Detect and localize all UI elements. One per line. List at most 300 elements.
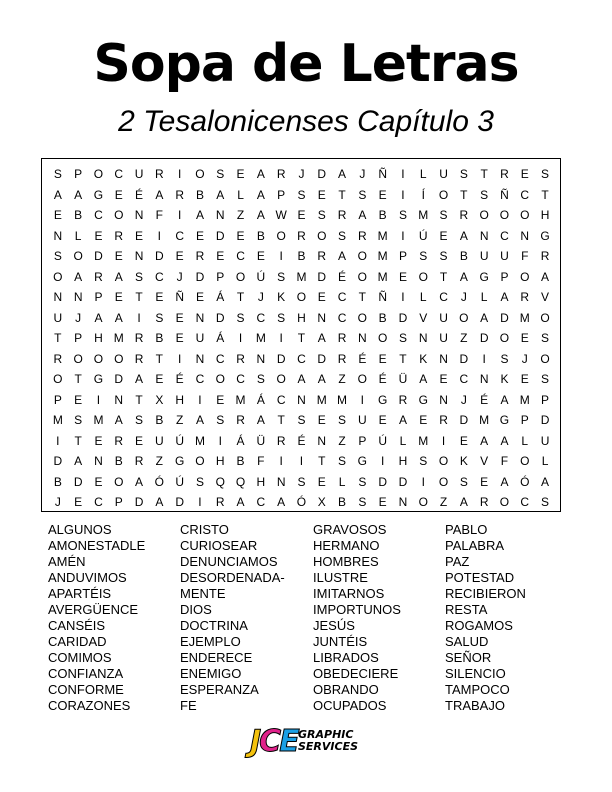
word-list-item: IMITARNOS <box>313 586 385 601</box>
grid-letter: O <box>459 310 469 325</box>
grid-letter: Ú <box>175 474 185 489</box>
grid-letter: O <box>73 351 84 366</box>
word-list-item: RESTA <box>445 602 488 617</box>
grid-letter: O <box>540 351 550 366</box>
grid-letter: E <box>317 290 327 304</box>
grid-letter: E <box>439 372 448 386</box>
logo-letter-e: E <box>279 724 298 759</box>
grid-letter: O <box>520 454 530 468</box>
grid-letter: U <box>155 433 164 448</box>
grid-letter: K <box>419 351 428 366</box>
grid-letter: E <box>317 187 327 202</box>
grid-letter: Z <box>460 331 468 345</box>
word-list-item: RECIBIERON <box>445 586 526 601</box>
grid-letter: S <box>53 249 63 263</box>
grid-letter: A <box>338 167 347 181</box>
grid-letter: A <box>541 474 550 489</box>
grid-letter: S <box>338 413 347 427</box>
letter-grid <box>41 158 561 512</box>
grid-letter: M <box>113 331 125 345</box>
grid-letter: É <box>175 372 184 386</box>
grid-letter: I <box>137 310 141 325</box>
grid-letter: T <box>74 433 83 448</box>
grid-letter: N <box>439 392 449 407</box>
grid-letter: D <box>53 454 63 468</box>
grid-letter: S <box>297 187 306 202</box>
grid-letter: M <box>194 433 206 448</box>
grid-letter: S <box>155 310 164 325</box>
grid-letter: B <box>338 495 347 509</box>
grid-letter: B <box>378 310 387 325</box>
grid-letter: É <box>297 433 306 448</box>
grid-letter: I <box>279 331 284 345</box>
grid-letter: P <box>53 392 63 407</box>
grid-letter: R <box>236 413 246 427</box>
grid-letter: E <box>135 433 144 448</box>
grid-letter: N <box>479 228 489 243</box>
grid-letter: A <box>256 208 266 222</box>
word-list-item: SEÑOR <box>445 650 492 665</box>
logo-letter-c: C <box>259 724 280 759</box>
grid-letter: A <box>53 187 63 202</box>
grid-letter: I <box>56 433 60 448</box>
grid-letter: B <box>297 249 306 263</box>
grid-letter: O <box>53 372 63 386</box>
grid-letter: E <box>216 249 225 263</box>
grid-letter: V <box>541 290 550 304</box>
grid-letter: D <box>378 474 388 489</box>
grid-letter: A <box>236 495 245 509</box>
grid-letter: E <box>175 310 184 325</box>
grid-letter: G <box>540 228 550 243</box>
grid-letter: T <box>338 187 346 202</box>
grid-letter: T <box>541 187 549 202</box>
grid-row <box>42 472 560 493</box>
grid-letter: S <box>236 310 245 325</box>
grid-letter: N <box>114 392 124 407</box>
grid-letter: V <box>419 310 428 325</box>
grid-letter: H <box>94 331 104 345</box>
grid-letter: R <box>337 331 347 345</box>
grid-letter: R <box>195 249 205 263</box>
grid-letter: E <box>94 433 103 448</box>
grid-letter: A <box>114 269 124 284</box>
grid-letter: Á <box>256 392 266 407</box>
grid-letter: P <box>216 269 225 284</box>
grid-letter: W <box>275 208 288 222</box>
grid-letter: I <box>279 454 284 468</box>
logo-text <box>298 729 358 753</box>
grid-letter: R <box>155 167 164 181</box>
grid-letter: G <box>93 187 104 202</box>
grid-letter: L <box>480 290 488 304</box>
grid-row <box>42 164 560 185</box>
grid-letter: F <box>500 454 509 468</box>
grid-letter: T <box>297 331 306 345</box>
grid-letter: O <box>499 495 510 509</box>
grid-letter: S <box>541 372 550 386</box>
grid-letter: Ñ <box>500 187 510 202</box>
grid-letter: R <box>134 331 144 345</box>
grid-letter: D <box>276 351 286 366</box>
grid-letter: O <box>438 474 449 489</box>
grid-letter: E <box>114 249 124 263</box>
grid-letter: E <box>74 392 83 407</box>
grid-letter: I <box>401 290 405 304</box>
grid-letter: P <box>277 187 286 202</box>
grid-letter: N <box>358 331 367 345</box>
grid-letter: N <box>256 351 266 366</box>
grid-letter: I <box>401 228 405 243</box>
grid-letter: S <box>459 167 469 181</box>
grid-letter: O <box>114 351 124 366</box>
grid-letter: D <box>398 474 408 489</box>
grid-letter: S <box>74 413 83 427</box>
grid-letter: O <box>114 208 124 222</box>
grid-letter: D <box>459 413 469 427</box>
grid-letter: A <box>195 413 205 427</box>
grid-letter: Á <box>216 290 225 304</box>
grid-letter: A <box>256 187 266 202</box>
grid-letter: C <box>276 392 286 407</box>
grid-letter: J <box>75 310 82 325</box>
word-list-item: DIOS <box>180 602 212 617</box>
grid-row <box>42 226 560 247</box>
grid-letter: A <box>155 187 164 202</box>
grid-letter: M <box>52 413 64 427</box>
grid-letter: D <box>317 167 327 181</box>
grid-letter: O <box>114 474 124 489</box>
grid-letter: I <box>380 454 385 468</box>
grid-letter: A <box>541 269 550 284</box>
grid-row <box>42 328 560 349</box>
grid-letter: O <box>195 167 205 181</box>
grid-letter: C <box>215 351 225 366</box>
grid-letter: I <box>177 351 182 366</box>
grid-letter: J <box>298 167 305 181</box>
grid-letter: R <box>337 351 347 366</box>
grid-letter: S <box>216 413 225 427</box>
grid-letter: T <box>439 269 448 284</box>
grid-letter: Ó <box>296 495 307 509</box>
grid-row <box>42 287 560 308</box>
grid-letter: Z <box>338 433 346 448</box>
grid-letter: P <box>398 249 408 263</box>
word-list-item: DOCTRINA <box>180 618 248 633</box>
grid-letter: N <box>73 290 83 304</box>
grid-letter: O <box>438 454 449 468</box>
grid-letter: S <box>398 331 408 345</box>
grid-letter: B <box>256 228 266 243</box>
grid-letter: H <box>297 310 307 325</box>
grid-letter: É <box>358 351 367 366</box>
grid-letter: A <box>297 372 306 386</box>
grid-letter: Q <box>215 474 226 489</box>
grid-letter: N <box>520 228 530 243</box>
grid-letter: A <box>480 433 489 448</box>
grid-letter: N <box>297 392 307 407</box>
grid-letter: T <box>54 331 62 345</box>
grid-letter: E <box>74 495 83 509</box>
grid-letter: O <box>357 372 368 386</box>
grid-letter: S <box>398 208 408 222</box>
word-list-item: ESPERANZA <box>180 682 259 697</box>
grid-letter: T <box>480 167 489 181</box>
grid-letter: O <box>418 495 429 509</box>
grid-letter: A <box>500 392 509 407</box>
grid-letter: I <box>218 433 223 448</box>
grid-letter: D <box>114 372 124 386</box>
grid-letter: S <box>277 310 286 325</box>
grid-row <box>42 451 560 472</box>
grid-letter: M <box>479 413 490 427</box>
grid-letter: F <box>257 454 265 468</box>
grid-letter: M <box>255 331 267 345</box>
grid-letter: E <box>520 331 530 345</box>
grid-letter: E <box>155 290 164 304</box>
logo-text-line-2: SERVICES <box>298 740 359 753</box>
grid-letter: Q <box>235 474 246 489</box>
grid-letter: S <box>317 208 327 222</box>
grid-letter: N <box>94 454 104 468</box>
grid-letter: I <box>177 208 182 222</box>
grid-letter: E <box>114 187 124 202</box>
grid-letter: C <box>337 310 347 325</box>
grid-letter: I <box>482 351 487 366</box>
word-list-item: IMPORTUNOS <box>313 602 401 617</box>
word-list-item: OBEDECIERE <box>313 666 399 681</box>
grid-letter: C <box>297 351 307 366</box>
grid-letter: X <box>317 495 327 509</box>
grid-letter: I <box>441 433 446 448</box>
word-list-item: MENTE <box>180 586 226 601</box>
grid-letter: E <box>114 290 124 304</box>
grid-letter: A <box>459 495 469 509</box>
word-list-item: DENUNCIAMOS <box>180 554 278 569</box>
grid-letter: P <box>74 331 83 345</box>
grid-letter: R <box>134 351 144 366</box>
grid-letter: É <box>480 392 489 407</box>
grid-letter: A <box>74 454 83 468</box>
grid-letter: I <box>198 392 202 407</box>
grid-letter: O <box>215 372 226 386</box>
grid-letter: D <box>155 249 164 263</box>
grid-letter: C <box>236 249 246 263</box>
grid-letter: U <box>439 167 449 181</box>
grid-letter: I <box>238 331 243 345</box>
grid-letter: T <box>277 413 286 427</box>
logo-letter-j: J <box>250 724 260 759</box>
grid-letter: N <box>479 372 489 386</box>
word-list-item: LIBRADOS <box>313 650 379 665</box>
grid-letter: A <box>256 413 266 427</box>
grid-letter: S <box>338 454 347 468</box>
grid-letter: P <box>520 413 530 427</box>
grid-letter: A <box>317 372 327 386</box>
grid-letter: C <box>256 495 266 509</box>
grid-letter: Ú <box>256 269 266 284</box>
grid-letter: L <box>419 290 427 304</box>
grid-row <box>42 267 560 288</box>
grid-letter: Ú <box>175 433 185 448</box>
grid-letter: S <box>216 167 225 181</box>
grid-letter: C <box>114 167 124 181</box>
word-list-item: EJEMPLO <box>180 634 241 649</box>
grid-letter: U <box>479 249 489 263</box>
grid-letter: B <box>74 208 83 222</box>
grid-letter: K <box>459 454 469 468</box>
grid-letter: G <box>499 413 510 427</box>
grid-letter: T <box>155 351 164 366</box>
grid-letter: S <box>297 413 306 427</box>
grid-letter: S <box>541 331 550 345</box>
word-list-item: AMÉN <box>48 554 86 569</box>
grid-letter: U <box>195 331 205 345</box>
grid-letter: D <box>540 413 550 427</box>
grid-row <box>42 390 560 411</box>
grid-letter: E <box>216 392 225 407</box>
grid-letter: E <box>398 269 408 284</box>
grid-letter: S <box>338 228 347 243</box>
grid-letter: H <box>215 454 225 468</box>
grid-letter: H <box>256 474 266 489</box>
grid-letter: Z <box>338 372 346 386</box>
grid-letter: I <box>421 474 426 489</box>
grid-letter: M <box>418 433 429 448</box>
grid-letter: C <box>94 495 104 509</box>
grid-letter: O <box>377 331 388 345</box>
grid-letter: F <box>521 249 529 263</box>
grid-letter: R <box>540 249 550 263</box>
grid-letter: N <box>134 208 144 222</box>
grid-letter: D <box>398 310 408 325</box>
grid-letter: A <box>480 310 489 325</box>
grid-letter: I <box>401 187 405 202</box>
grid-letter: U <box>358 413 367 427</box>
grid-letter: Ü <box>398 372 408 386</box>
grid-letter: E <box>53 208 63 222</box>
grid-letter: G <box>479 269 490 284</box>
grid-letter: T <box>358 290 367 304</box>
grid-row <box>42 185 560 206</box>
grid-letter: C <box>459 372 469 386</box>
grid-letter: L <box>237 187 245 202</box>
word-list-item: OCUPADOS <box>313 698 387 713</box>
grid-letter: E <box>236 167 245 181</box>
grid-letter: M <box>377 249 388 263</box>
grid-letter: Ñ <box>378 167 388 181</box>
grid-letter: I <box>279 249 284 263</box>
grid-letter: T <box>460 187 468 202</box>
grid-letter: B <box>195 187 205 202</box>
grid-letter: Á <box>236 433 245 448</box>
grid-letter: C <box>520 187 530 202</box>
grid-letter: B <box>459 249 469 263</box>
grid-letter: S <box>459 474 469 489</box>
grid-letter: Í <box>421 187 426 202</box>
grid-letter: Z <box>236 208 245 222</box>
grid-row <box>42 369 560 390</box>
grid-letter: O <box>317 228 327 243</box>
grid-letter: N <box>317 310 327 325</box>
grid-letter: A <box>459 228 469 243</box>
grid-letter: R <box>398 392 408 407</box>
grid-row <box>42 492 560 513</box>
grid-letter: E <box>297 208 306 222</box>
grid-letter: C <box>256 310 266 325</box>
grid-letter: R <box>439 413 449 427</box>
grid-letter: N <box>53 228 63 243</box>
grid-letter: S <box>135 413 144 427</box>
grid-letter: D <box>215 310 225 325</box>
grid-letter: G <box>93 372 104 386</box>
grid-letter: S <box>541 167 550 181</box>
grid-letter: L <box>338 474 346 489</box>
grid-letter: O <box>438 187 449 202</box>
word-list-item: HOMBRES <box>313 554 379 569</box>
grid-letter: V <box>480 454 489 468</box>
grid-row <box>42 349 560 370</box>
grid-letter: O <box>93 351 104 366</box>
grid-letter: T <box>135 392 143 407</box>
word-list-item: CARIDAD <box>48 634 107 649</box>
grid-letter: A <box>74 269 83 284</box>
grid-letter: P <box>500 269 509 284</box>
grid-letter: G <box>377 392 388 407</box>
grid-letter: E <box>94 228 103 243</box>
grid-letter: R <box>337 208 347 222</box>
grid-letter: E <box>236 228 245 243</box>
grid-letter: A <box>358 208 367 222</box>
grid-letter: B <box>155 331 164 345</box>
grid-letter: N <box>195 351 205 366</box>
word-list-item: HERMANO <box>313 538 380 553</box>
grid-letter: A <box>500 474 509 489</box>
grid-letter: S <box>358 474 367 489</box>
grid-letter: D <box>317 269 327 284</box>
grid-letter: E <box>317 474 327 489</box>
word-list-item: AMONESTADLE <box>48 538 146 553</box>
grid-letter: E <box>195 290 205 304</box>
grid-letter: O <box>296 290 307 304</box>
grid-letter: R <box>459 208 469 222</box>
word-list-item: COMIMOS <box>48 650 112 665</box>
grid-letter: O <box>73 249 84 263</box>
grid-letter: E <box>378 495 387 509</box>
word-list-column-2 <box>180 522 285 714</box>
grid-letter: A <box>317 331 327 345</box>
word-list-item: ROGAMOS <box>445 618 513 633</box>
grid-letter: U <box>540 433 550 448</box>
grid-letter: S <box>195 474 205 489</box>
word-list-item: CURIOSEAR <box>180 538 258 553</box>
grid-letter: Ú <box>418 228 428 243</box>
grid-letter: M <box>377 228 388 243</box>
grid-letter: É <box>135 187 144 202</box>
word-list-column-3 <box>313 522 401 714</box>
grid-letter: F <box>155 208 164 222</box>
grid-letter: O <box>276 372 287 386</box>
grid-letter: U <box>439 331 449 345</box>
grid-letter: M <box>519 310 531 325</box>
grid-row <box>42 431 560 452</box>
grid-letter: A <box>94 310 103 325</box>
grid-letter: S <box>256 372 266 386</box>
grid-letter: C <box>94 208 104 222</box>
grid-letter: M <box>519 392 531 407</box>
grid-letter: O <box>195 454 205 468</box>
grid-letter: C <box>155 269 164 284</box>
